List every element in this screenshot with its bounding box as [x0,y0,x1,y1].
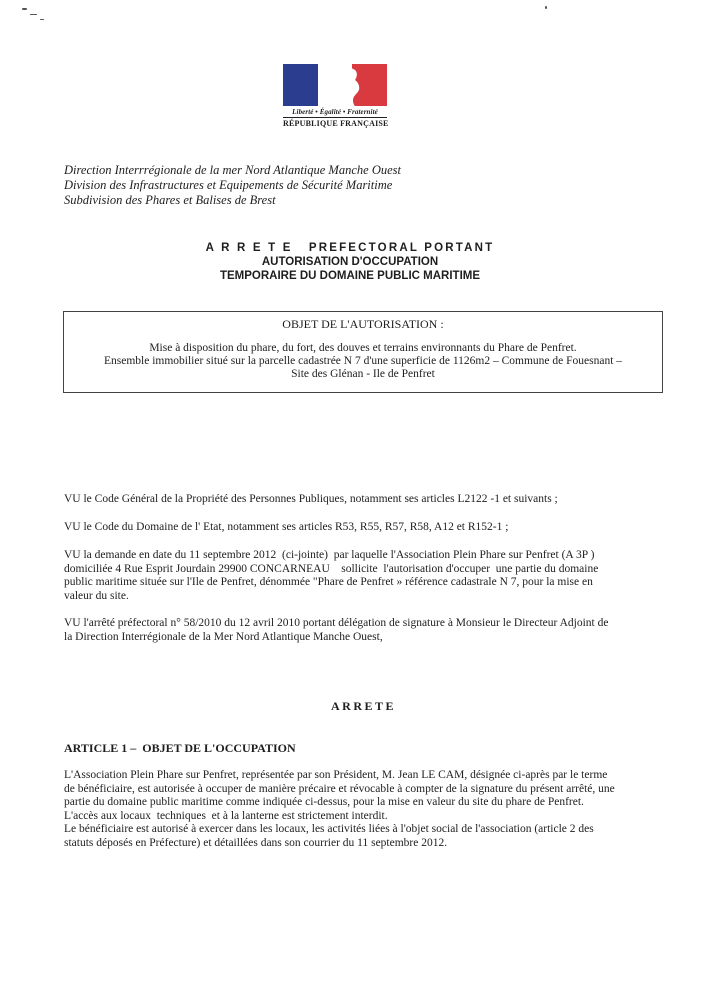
scan-speck [22,8,27,10]
vu-line: VU le Code du Domaine de l' Etat, notamment ses articles R53, R55, R57, R58, A12 et R152-1 ; [64,521,509,533]
article-1-body [64,769,676,850]
scan-speck [545,6,547,9]
marianne-logo [283,64,388,128]
objet-heading: OBJET DE L'AUTORISATION : [282,317,444,331]
vu-line: VU le Code Général de la Propriété des Personnes Publiques, notamment ses articles L2122 -1 et suivants ; [64,493,558,505]
division-line: Division des Infrastructures et Equipements de Sécurité Maritime [64,178,393,192]
arrete-heading: ARRETE [330,699,396,713]
vu-paragraph-4 [64,617,676,644]
article-line: statuts déposés en Préfecture) et détaillées dans son courrier du 11 septembre 2012. [64,836,448,849]
vu-paragraph-3 [64,549,676,603]
vu-line: VU la demande en date du 11 septembre 2012 (ci-jointe) par laquelle l'Association Plein Phare sur Penfret (A 3P ) [64,549,595,561]
vu-line: domiciliée 4 Rue Esprit Jourdain 29900 CONCARNEAU sollicite l'autorisation d'occuper une partie du domaine [64,562,599,575]
article-line: Le bénéficiaire est autorisé à exercer dans les locaux, les activités liées à l'objet social de l'association (article 2 des [64,823,594,835]
document-title [120,241,580,283]
article-1-title: ARTICLE 1 – OBJET DE L'OCCUPATION [64,741,296,755]
vu-line: public maritime située sur l'Ile de Penfret, dénommée "Phare de Penfret » référence cadastrale N 7, pour la mise en [64,576,593,588]
scan-speck [40,19,44,20]
vu-line: la Direction Interrégionale de la Mer Nord Atlantique Manche Ouest, [64,630,383,643]
vu-line: VU l'arrêté préfectoral n° 58/2010 du 12 avril 2010 portant délégation de signature à Monsieur le Directeur Adjoint de [64,617,609,629]
scan-speck [30,14,37,15]
department-line: Direction Interrrégionale de la mer Nord Atlantique Manche Ouest [64,163,401,177]
logo-republique-francaise: RÉPUBLIQUE FRANÇAISE [283,119,389,128]
issuing-department [64,163,584,208]
vu-paragraph-2 [64,521,676,535]
article-line: L'accès aux locaux techniques et à la lanterne est strictement interdit. [64,809,388,822]
marianne-flag-icon [283,64,387,106]
objet-box [63,311,663,393]
article-line: de bénéficiaire, est autorisée à occuper de manière précaire et révocable à compter de la signature du présent arrêté, une [64,782,615,795]
subdivision-line: Subdivision des Phares et Balises de Brest [64,193,276,207]
logo-motto: Liberté • Égalité • Fraternité [292,108,378,116]
vu-paragraph-1 [64,493,676,507]
objet-line: Ensemble immobilier situé sur la parcelle cadastrée N 7 d'une superficie de 1126m2 – Commune de Fouesnant – [103,355,623,367]
title-line-1: A R R E T E PREFECTORAL PORTANT [205,242,495,254]
title-line-3: TEMPORAIRE DU DOMAINE PUBLIC MARITIME [219,270,481,282]
article-line: partie du domaine public maritime comme indiquée ci-dessus, pour la mise en valeur du site du phare de Penfret. [64,796,584,808]
objet-line: Mise à disposition du phare, du fort, des douves et terrains environnants du Phare de Penfret. [149,342,577,354]
vu-line: valeur du site. [64,589,129,602]
title-line-2: AUTORISATION D'OCCUPATION [261,256,439,268]
objet-line: Site des Glénan - Ile de Penfret [291,368,435,380]
article-line: L'Association Plein Phare sur Penfret, représentée par son Président, M. Jean LE CAM, désignée ci-après par le terme [64,769,608,781]
